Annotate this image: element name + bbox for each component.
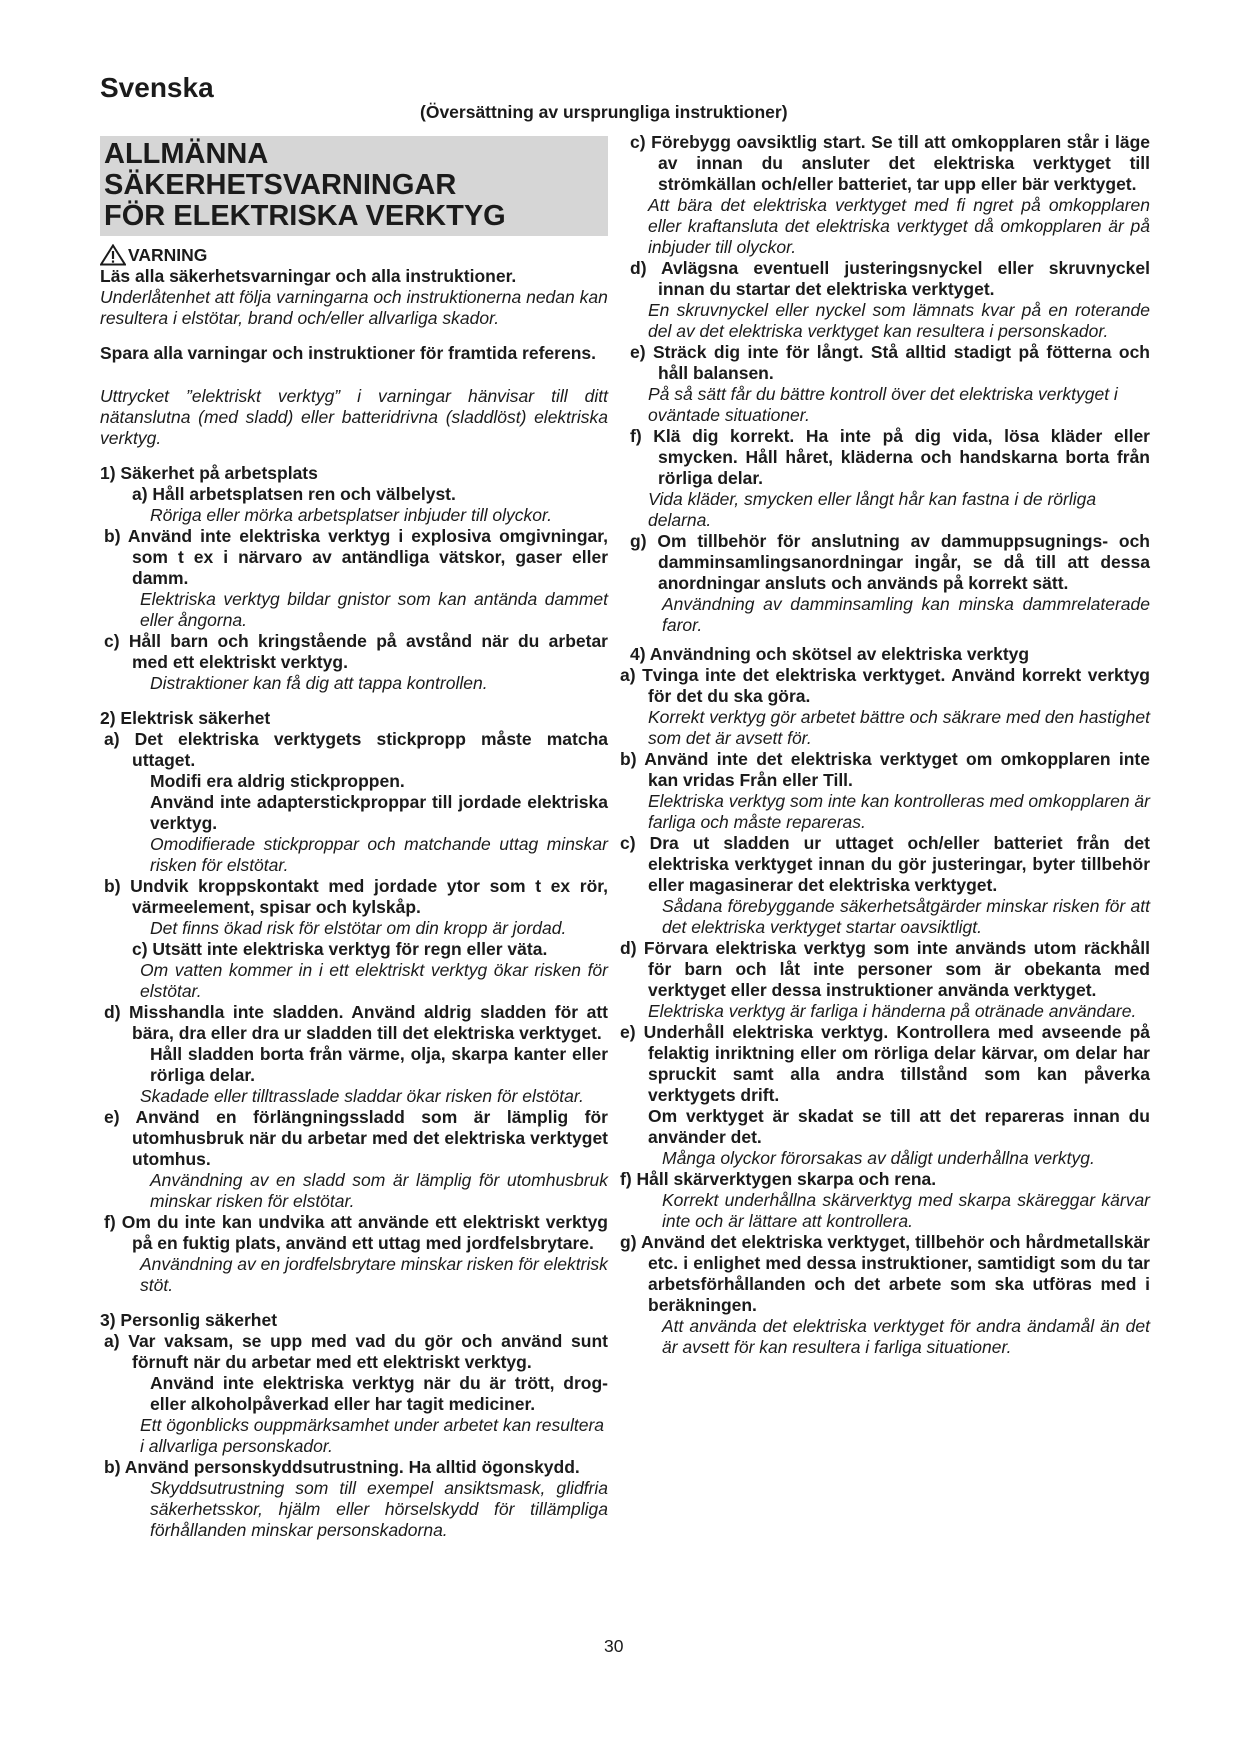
- s4-item-g-note: Att använda det elektriska verktyget för andra ändamål än det är avsett för kan resultera i farliga situationer.: [662, 1316, 1150, 1357]
- s3-item-a-line2: Använd inte elektriska verktyg när du är trött, drog- eller alkoholpåverkad eller har tagit mediciner.: [150, 1373, 608, 1414]
- warning-label: VARNING: [128, 244, 208, 265]
- s2-item-c: c) Utsätt inte elektriska verktyg för regn eller väta.: [132, 939, 548, 959]
- s2-item-f: f) Om du inte kan undvika att använde ett elektriskt verktyg på en fuktig plats, använd ett uttag med jordfelsbrytare.: [104, 1212, 608, 1253]
- section-3-heading: 3) Personlig säkerhet: [100, 1310, 278, 1330]
- s4-item-e-note: Många olyckor förorsakas av dåligt underhållna verktyg.: [662, 1148, 1095, 1168]
- s4-item-f-note: Korrekt underhållna skärverktyg med skarpa skäreggar kärvar inte och är lättare att kontrollera.: [662, 1190, 1150, 1231]
- s4-item-b: b) Använd inte det elektriska verktyget om omkopplaren inte kan vridas Från eller Till.: [620, 749, 1150, 790]
- s3-item-g: g) Om tillbehör för anslutning av dammuppsugnings- och damminsamlingsanordningar ingår, se då till att dessa anordningar ansluts och används på korrekt sätt.: [630, 531, 1150, 593]
- section-title-line1: ALLMÄNNA SÄKERHETSVARNINGAR: [104, 138, 457, 201]
- s2-item-d: d) Misshandla inte sladden. Använd aldrig sladden för att bära, dra eller dra ur sladden till det elektriska verktyget.: [104, 1002, 608, 1043]
- right-column: [620, 132, 1150, 1358]
- s3-item-c: c) Förebygg oavsiktlig start. Se till att omkopplaren står i läge av innan du ansluter det elektriska verktyget till strömkällan och/eller batteriet, tar upp eller bär verktyget.: [630, 132, 1150, 194]
- s1-item-c: c) Håll barn och kringstående på avstånd när du arbetar med ett elektriskt verktyg.: [104, 631, 608, 672]
- s4-item-e-line2: Om verktyget är skadat se till att det repareras innan du använder det.: [648, 1106, 1150, 1147]
- section-title-line2: FÖR ELEKTRISKA VERKTYG: [104, 200, 506, 232]
- s4-item-g: g) Använd det elektriska verktyget, tillbehör och hårdmetallskär etc. i enlighet med dessa instruktioner, samtidigt som du tar arbetsförhållanden och det arbete som ska utföras med i beräkningen.: [620, 1232, 1150, 1315]
- s4-item-a-note: Korrekt verktyg gör arbetet bättre och säkrare med den hastighet som det är avsett för.: [648, 707, 1150, 748]
- warning-heading: [100, 244, 608, 266]
- s2-item-a-line3: Använd inte adapterstickproppar till jordade elektriska verktyg.: [150, 792, 608, 833]
- s4-item-c: c) Dra ut sladden ur uttaget och/eller batteriet från det elektriska verktyget innan du gör justeringar, byter tillbehör eller magasinerar det elektriska verktyget.: [620, 833, 1150, 895]
- s3-item-f: f) Klä dig korrekt. Ha inte på dig vida, lösa kläder eller smycken. Håll håret, kläderna och handskarna borta från rörliga delar.: [630, 426, 1150, 488]
- s1-item-a: a) Håll arbetsplatsen ren och välbelyst.: [132, 484, 456, 504]
- term-definition-text: Uttrycket ”elektriskt verktyg” i varningar hänvisar till ditt nätanslutna (med sladd) eller batteridrivna (sladdlöst) elektriska verktyg.: [100, 386, 608, 448]
- s1-item-c-note: Distraktioner kan få dig att tappa kontrollen.: [150, 673, 488, 693]
- s2-item-c-note: Om vatten kommer in i ett elektriskt verktyg ökar risken för elstötar.: [140, 960, 608, 1001]
- s1-item-a-note: Röriga eller mörka arbetsplatser inbjuder till olyckor.: [150, 505, 553, 525]
- s3-item-f-note: Vida kläder, smycken eller långt hår kan fastna i de rörliga delarna.: [648, 489, 1097, 530]
- s3-item-d: d) Avlägsna eventuell justeringsnyckel eller skruvnyckel innan du startar det elektriska verktyget.: [630, 258, 1150, 299]
- s3-item-a: a) Var vaksam, se upp med vad du gör och använd sunt förnuft när du arbetar med ett elektriskt verktyg.: [104, 1331, 608, 1372]
- s2-item-f-note: Användning av en jordfelsbrytare minskar risken för elektrisk stöt.: [140, 1254, 608, 1295]
- s2-item-e-note: Användning av en sladd som är lämplig för utomhusbruk minskar risken för elstötar.: [150, 1170, 608, 1211]
- s4-item-d-note: Elektriska verktyg är farliga i händerna på otränade användare.: [648, 1001, 1137, 1021]
- section-1-heading: 1) Säkerhet på arbetsplats: [100, 463, 318, 483]
- s3-item-c-note: Att bära det elektriska verktyget med fi ngret på omkopplaren eller kraftansluta det elektriska verktyget då omkopplaren är på inbjuder till olyckor.: [648, 195, 1150, 257]
- s4-item-d: d) Förvara elektriska verktyg som inte används utom räckhåll för barn och låt inte personer som är obekanta med verktyget eller dessa instruktioner använda verktyget.: [620, 938, 1150, 1000]
- warning-italic-text: Underlåtenhet att följa varningarna och instruktionerna nedan kan resultera i elstötar, brand och/eller allvarliga skador.: [100, 287, 608, 328]
- s2-item-e: e) Använd en förlängningssladd som är lämplig för utomhusbruk när du arbetar med det elektriska verktyget utomhus.: [104, 1107, 608, 1169]
- s4-item-a: a) Tvinga inte det elektriska verktyget. Använd korrekt verktyg för det du ska göra.: [620, 665, 1150, 706]
- warning-triangle-icon: [100, 244, 126, 266]
- language-heading: Svenska: [100, 72, 214, 103]
- s3-item-g-note: Användning av damminsamling kan minska dammrelaterade faror.: [662, 594, 1150, 635]
- s3-item-b: b) Använd personskyddsutrustning. Ha alltid ögonskydd.: [104, 1457, 580, 1477]
- s2-item-b: b) Undvik kroppskontakt med jordade ytor som t ex rör, värmeelement, spisar och kylskåp.: [104, 876, 608, 917]
- s4-item-b-note: Elektriska verktyg som inte kan kontrolleras med omkopplaren är farliga och måste repareras.: [648, 791, 1150, 832]
- section-4-heading: 4) Användning och skötsel av elektriska verktyg: [630, 644, 1030, 664]
- s2-item-d-note: Skadade eller tilltrasslade sladdar ökar risken för elstötar.: [140, 1086, 584, 1106]
- warning-bold-text: Läs alla säkerhetsvarningar och alla instruktioner.: [100, 266, 517, 286]
- s3-item-e: e) Sträck dig inte för långt. Stå alltid stadigt på fötterna och håll balansen.: [630, 342, 1150, 383]
- s2-item-a-note: Omodifierade stickproppar och matchande uttag minskar risken för elstötar.: [150, 834, 608, 875]
- s1-item-b: b) Använd inte elektriska verktyg i explosiva omgivningar, som t ex i närvaro av antändliga vätskor, gaser eller damm.: [104, 526, 608, 588]
- s2-item-b-note: Det finns ökad risk för elstötar om din kropp är jordad.: [150, 918, 567, 938]
- s3-item-a-note: Ett ögonblicks ouppmärksamhet under arbetet kan resultera i allvarliga personskador.: [140, 1415, 605, 1456]
- s3-item-d-note: En skruvnyckel eller nyckel som lämnats kvar på en roterande del av det elektriska verktyget kan resultera i personskador.: [648, 300, 1150, 341]
- s3-item-e-note: På så sätt får du bättre kontroll över det elektriska verktyget i oväntade situationer.: [648, 384, 1118, 425]
- s2-item-a: a) Det elektriska verktygets stickpropp måste matcha uttaget.: [104, 729, 608, 770]
- s4-item-f: f) Håll skärverktygen skarpa och rena.: [620, 1169, 937, 1189]
- page-number: 30: [604, 1636, 624, 1656]
- save-instructions-text: Spara alla varningar och instruktioner för framtida referens.: [100, 343, 596, 363]
- s4-item-e: e) Underhåll elektriska verktyg. Kontrollera med avseende på felaktig inriktning eller om rörliga delar kärvar, om delar har spruckit samt alla andra tillstånd som kan påverka verktygets drift.: [620, 1022, 1150, 1105]
- s2-item-d-line2: Håll sladden borta från värme, olja, skarpa kanter eller rörliga delar.: [150, 1044, 608, 1085]
- left-column: [100, 132, 608, 1541]
- s4-item-c-note: Sådana förebyggande säkerhetsåtgärder minskar risken för att det elektriska verktyget startar oavsiktligt.: [662, 896, 1150, 937]
- translation-subtitle: (Översättning av ursprungliga instruktioner): [420, 102, 788, 122]
- section-2-heading: 2) Elektrisk säkerhet: [100, 708, 271, 728]
- section-title-banner: [100, 136, 608, 236]
- s3-item-b-note: Skyddsutrustning som till exempel ansiktsmask, glidfria säkerhetsskor, hjälm eller hörselskydd för tillämpliga förhållanden minskar personskadorna.: [150, 1478, 608, 1540]
- s1-item-b-note: Elektriska verktyg bildar gnistor som kan antända dammet eller ångorna.: [140, 589, 608, 630]
- s2-item-a-line2: Modifi era aldrig stickproppen.: [150, 771, 405, 791]
